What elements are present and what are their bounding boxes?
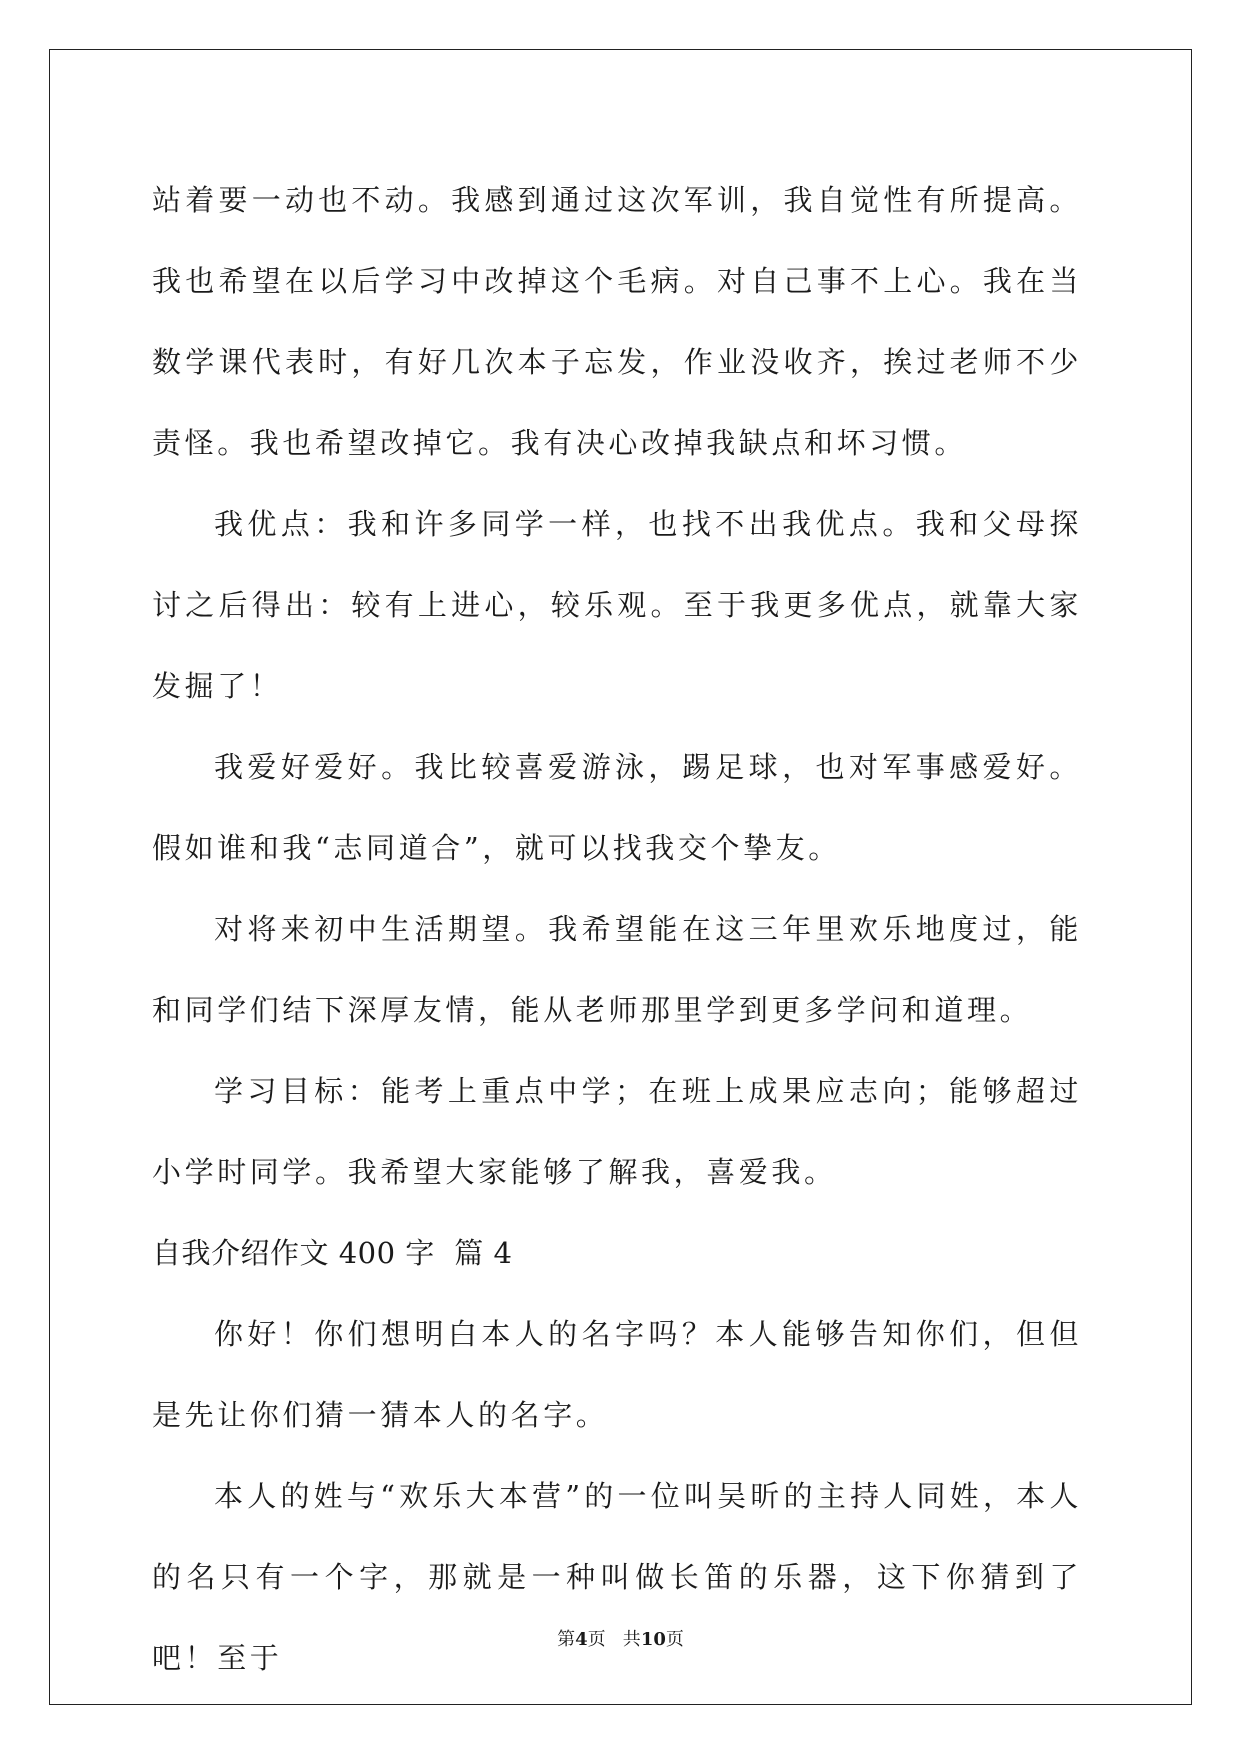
paragraph: 站着要一动也不动。我感到通过这次军训，我自觉性有所提高。我也希望在以后学习中改掉这个毛病。对自己事不上心。我在当数学课代表时，有好几次本子忘发，作业没收齐，挨过老师不少责怪。我也希望改掉它。我有决心改掉我缺点和坏习惯。	[152, 183, 1082, 460]
paragraph: 我优点：我和许多同学一样，也找不出我优点。我和父母探讨之后得出：较有上进心，较乐观。至于我更多优点，就靠大家发掘了！	[152, 507, 1082, 703]
page-suffix: 页	[665, 1629, 684, 1650]
page-current: 4	[575, 1629, 588, 1650]
paragraph: 我爱好爱好。我比较喜爱游泳，踢足球，也对军事感爱好。假如谁和我“志同道合”，就可以找我交个挚友。	[152, 750, 1082, 865]
paragraph: 学习目标：能考上重点中学；在班上成果应志向；能够超过小学时同学。我希望大家能够了解我，喜爱我。	[152, 1074, 1082, 1189]
document-body	[152, 160, 1082, 1699]
section-heading: 自我介绍作文 400 字 篇 4	[152, 1236, 513, 1270]
page-mid: 页 共	[587, 1629, 641, 1650]
page-number-footer	[0, 1625, 1241, 1651]
page-prefix: 第	[557, 1629, 576, 1650]
page-total: 10	[640, 1629, 666, 1650]
paragraph: 你好！你们想明白本人的名字吗？本人能够告知你们，但但是先让你们猜一猜本人的名字。	[152, 1317, 1082, 1432]
paragraph: 本人的姓与“欢乐大本营”的一位叫吴昕的主持人同姓，本人的名只有一个字，那就是一种叫做长笛的乐器，这下你猜到了吧！至于	[152, 1479, 1082, 1675]
paragraph: 对将来初中生活期望。我希望能在这三年里欢乐地度过，能和同学们结下深厚友情，能从老师那里学到更多学问和道理。	[152, 912, 1082, 1027]
